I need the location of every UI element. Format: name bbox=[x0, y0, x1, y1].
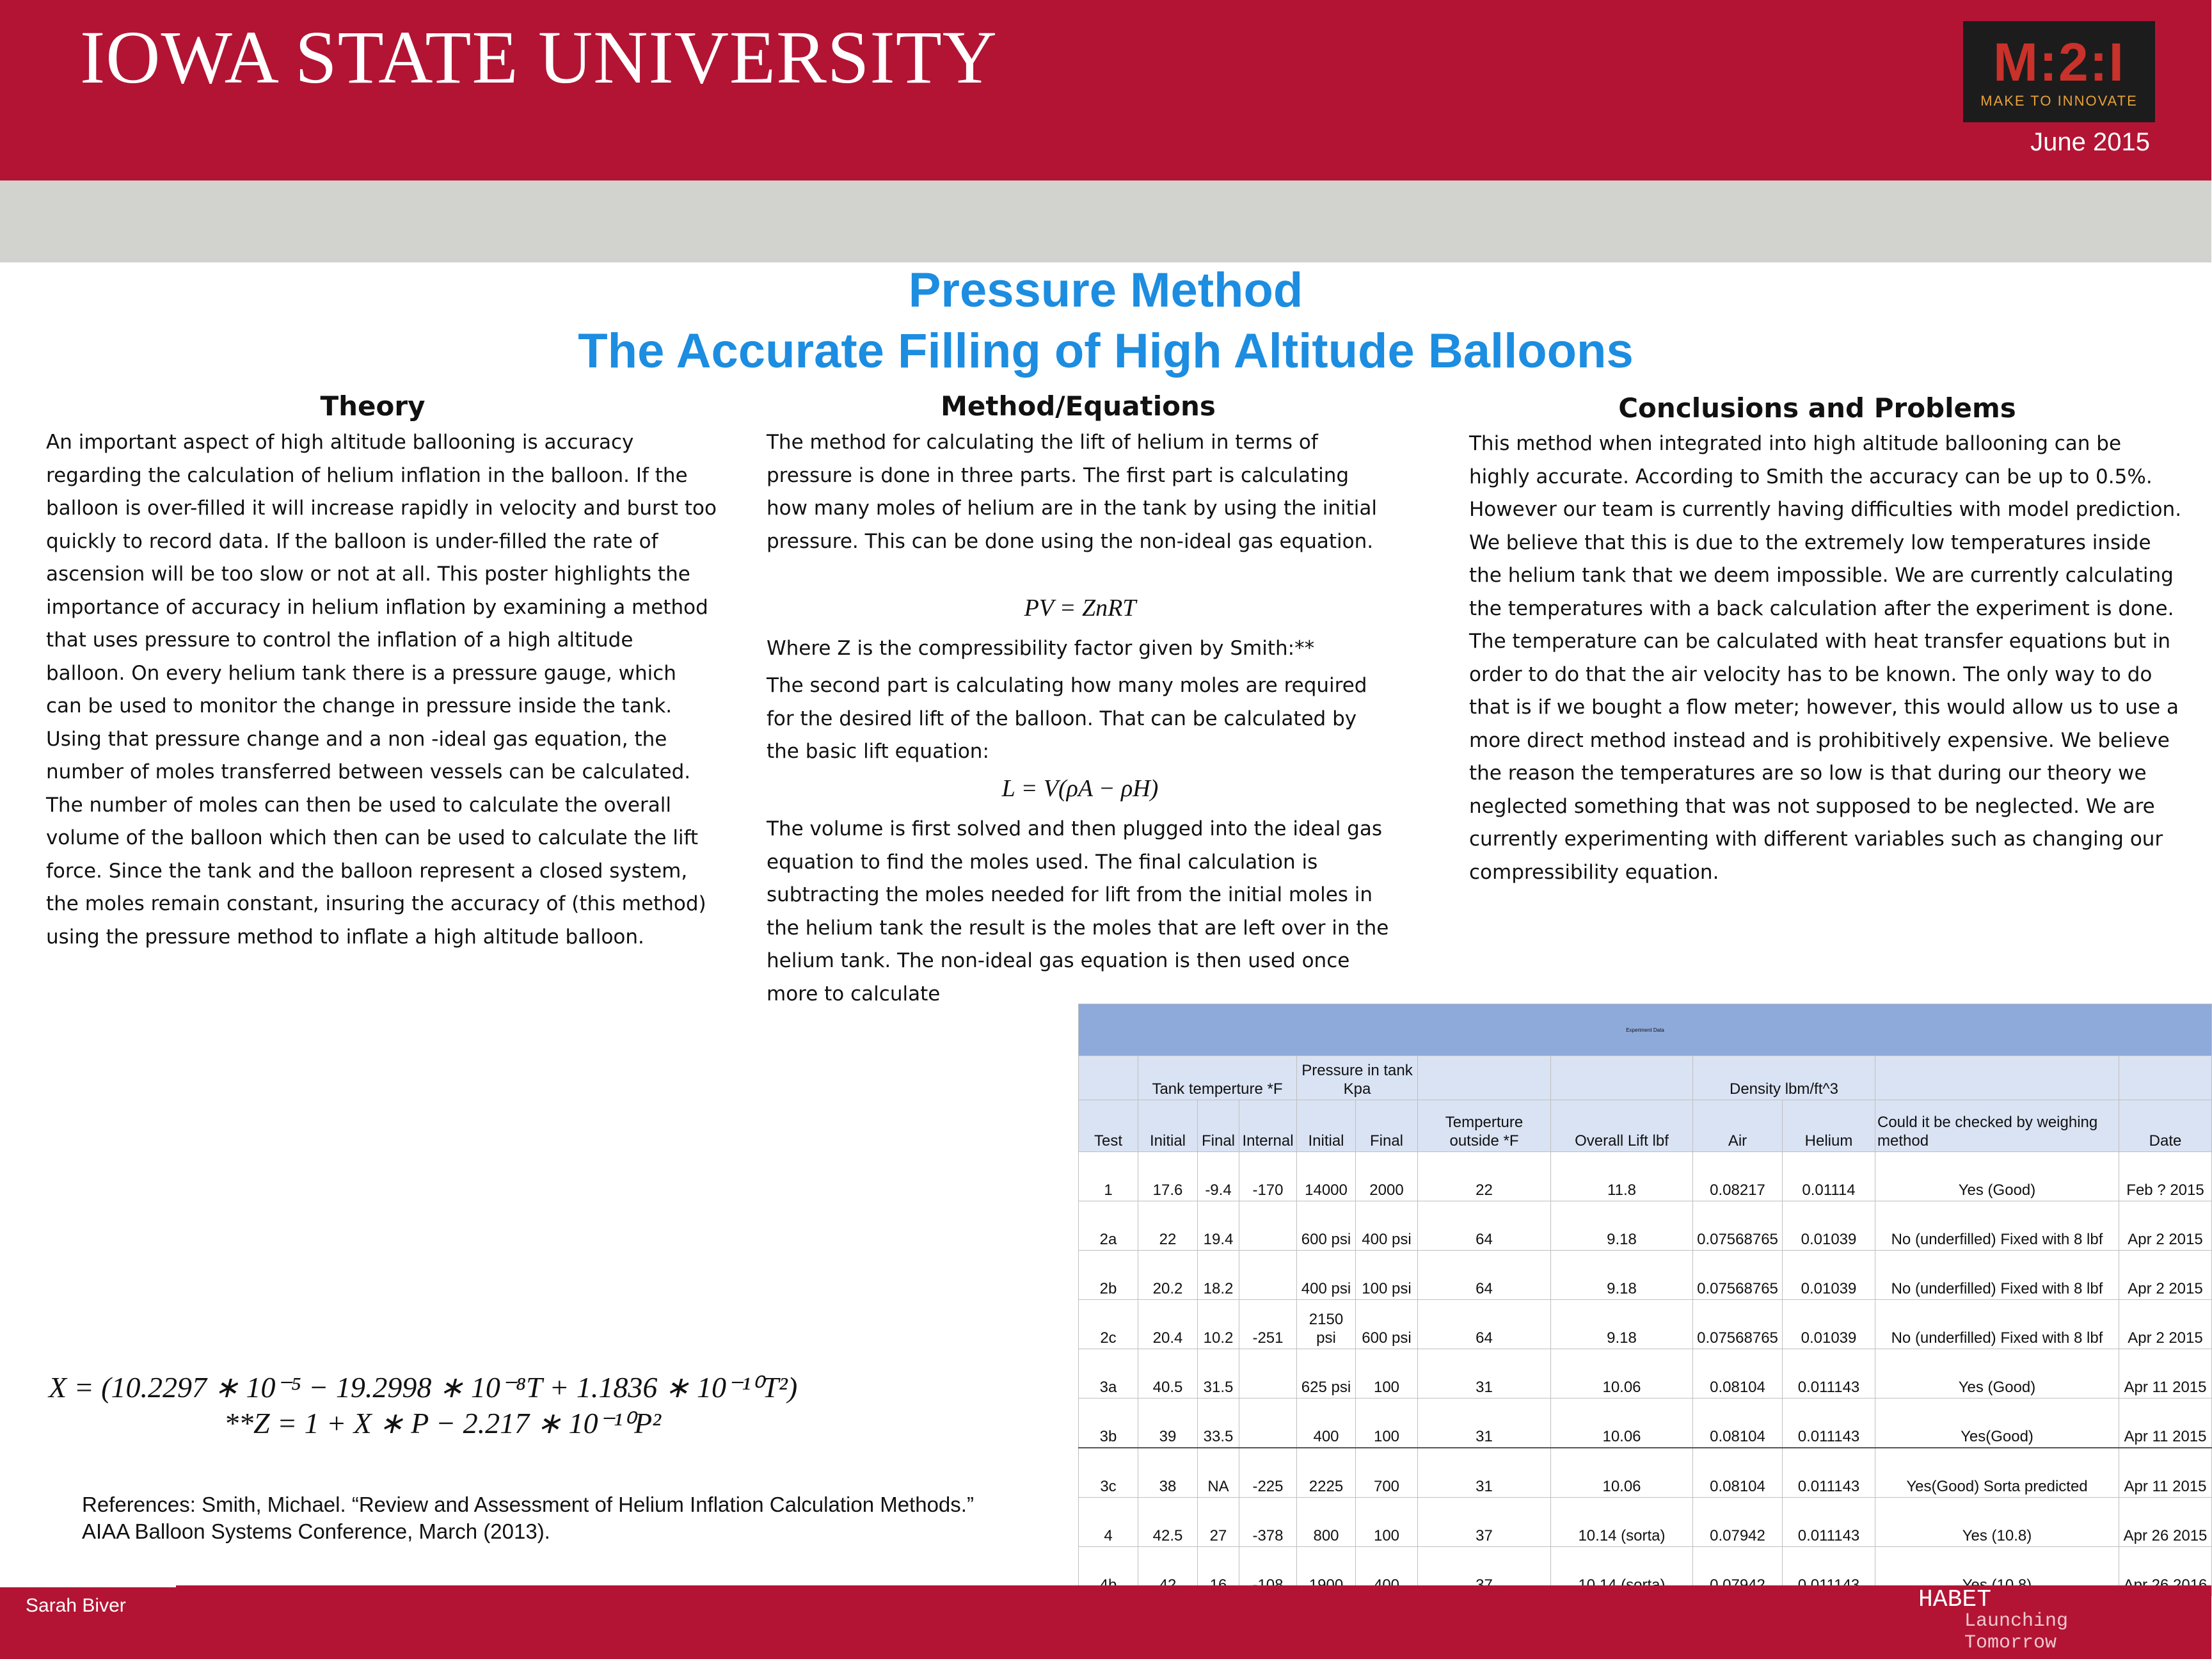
cell-weighing-check: No (underfilled) Fixed with 8 lbf bbox=[1875, 1251, 2119, 1300]
tagline-line-2: Tomorrow bbox=[1964, 1632, 2057, 1654]
method-paragraph-3: The second part is calculating how many moles are required for the desired lift of the balloon. That can be calculated by the basic lift equation: bbox=[767, 674, 1367, 763]
table-caption: Experiment Data bbox=[1079, 1004, 2212, 1056]
cell-temp-final: 27 bbox=[1198, 1498, 1239, 1547]
cell-temp-final: 19.4 bbox=[1198, 1201, 1239, 1251]
cell-pressure-initial: 625 psi bbox=[1297, 1349, 1356, 1399]
cell-air-density: 0.08217 bbox=[1693, 1152, 1783, 1201]
cell-date: Apr 11 2015 bbox=[2119, 1448, 2212, 1498]
cell-test: 3b bbox=[1079, 1399, 1138, 1448]
cell-temp-initial: 17.6 bbox=[1138, 1152, 1198, 1201]
lift-equation: L = V(ρA − ρH) bbox=[1001, 775, 1159, 802]
column-header-temp-internal: Internal bbox=[1239, 1100, 1297, 1152]
university-name: IOWA STATE UNIVERSITY bbox=[80, 15, 998, 99]
cell-helium-density: 0.011143 bbox=[1783, 1399, 1875, 1448]
cell-outside-temp: 31 bbox=[1418, 1448, 1551, 1498]
cell-temp-initial: 39 bbox=[1138, 1399, 1198, 1448]
cell-pressure-initial: 600 psi bbox=[1297, 1201, 1356, 1251]
reference-line-2: AIAA Balloon Systems Conference, March (2013). bbox=[82, 1519, 550, 1543]
cell-temp-initial: 22 bbox=[1138, 1201, 1198, 1251]
m2i-logo bbox=[1963, 21, 2155, 122]
cell-air-density: 0.08104 bbox=[1693, 1448, 1783, 1498]
column-header-temp-final: Final bbox=[1198, 1100, 1239, 1152]
cell-test: 3a bbox=[1079, 1349, 1138, 1399]
table-row bbox=[1079, 1498, 2212, 1547]
logo-mark: M:2:I bbox=[1993, 32, 2125, 92]
cell-overall-lift: 9.18 bbox=[1551, 1201, 1693, 1251]
table-row bbox=[1079, 1448, 2212, 1498]
habet-tagline bbox=[1964, 1610, 2068, 1654]
cell-date: Feb ? 2015 bbox=[2119, 1152, 2212, 1201]
cell-temp-final: -9.4 bbox=[1198, 1152, 1239, 1201]
cell-weighing-check: Yes (Good) bbox=[1875, 1349, 2119, 1399]
z-compressibility-equation: **Z = 1 + X ∗ P − 2.217 ∗ 10⁻¹⁰P² bbox=[224, 1407, 662, 1439]
author-name: Sarah Biver bbox=[26, 1595, 126, 1616]
cell-outside-temp: 64 bbox=[1418, 1251, 1551, 1300]
cell-temp-internal bbox=[1239, 1201, 1297, 1251]
cell-weighing-check: Yes(Good) Sorta predicted bbox=[1875, 1448, 2119, 1498]
column-header-air-density: Air bbox=[1693, 1100, 1783, 1152]
table-body bbox=[1079, 1152, 2212, 1596]
cell-pressure-final: 100 bbox=[1356, 1399, 1418, 1448]
cell-date: Apr 2 2015 bbox=[2119, 1300, 2212, 1349]
cell-helium-density: 0.01114 bbox=[1783, 1152, 1875, 1201]
cell-test: 2b bbox=[1079, 1251, 1138, 1300]
tank-temperature-group-header: Tank temperture *F bbox=[1138, 1056, 1297, 1100]
cell-pressure-final: 700 bbox=[1356, 1448, 1418, 1498]
ideal-gas-equation: PV = ZnRT bbox=[1024, 595, 1136, 621]
cell-weighing-check: Yes(Good) bbox=[1875, 1399, 2119, 1448]
footer-accent-line bbox=[0, 1585, 176, 1587]
cell-overall-lift: 10.06 bbox=[1551, 1399, 1693, 1448]
cell-date: Apr 11 2015 bbox=[2119, 1349, 2212, 1399]
cell-temp-initial: 20.2 bbox=[1138, 1251, 1198, 1300]
cell-temp-initial: 20.4 bbox=[1138, 1300, 1198, 1349]
cell-outside-temp: 22 bbox=[1418, 1152, 1551, 1201]
cell-outside-temp: 31 bbox=[1418, 1399, 1551, 1448]
footer-banner bbox=[0, 1585, 2211, 1659]
cell-pressure-initial: 400 psi bbox=[1297, 1251, 1356, 1300]
method-paragraph-2: Where Z is the compressibility factor given by Smith:** bbox=[767, 637, 1315, 660]
experiment-data-table-container bbox=[1078, 1004, 2211, 1581]
cell-overall-lift: 9.18 bbox=[1551, 1251, 1693, 1300]
cell-overall-lift: 9.18 bbox=[1551, 1300, 1693, 1349]
cell-temp-final: 31.5 bbox=[1198, 1349, 1239, 1399]
column-header-helium-density: Helium bbox=[1783, 1100, 1875, 1152]
table-row bbox=[1079, 1399, 2212, 1448]
header-banner bbox=[0, 0, 2211, 180]
cell-weighing-check: No (underfilled) Fixed with 8 lbf bbox=[1875, 1201, 2119, 1251]
logo-tagline: MAKE TO INNOVATE bbox=[1980, 93, 2138, 109]
method-paragraph-4: The volume is first solved and then plugged into the ideal gas equation to find the moles used. The final calculation is subtracting the moles needed for lift from the initial moles in the helium tank the result is the moles that are left over in the helium tank. The non-ideal gas equation is then used once more to calculate bbox=[767, 817, 1389, 1006]
cell-air-density: 0.07942 bbox=[1693, 1498, 1783, 1547]
cell-test: 1 bbox=[1079, 1152, 1138, 1201]
cell-pressure-initial: 2150 psi bbox=[1297, 1300, 1356, 1349]
cell-temp-internal bbox=[1239, 1251, 1297, 1300]
conclusions-text: This method when integrated into high altitude ballooning can be highly accurate. According to Smith the accuracy can be up to 0.5%. However our team is currently having difficulties with model prediction. We believe that this is due to the extremely low temperatures inside the helium tank that we deem impossible. We are currently calculating the temperatures with a back calculation after the experiment is done. The temperature can be calculated with heat transfer equations but in order to do that the air velocity has to be known. The only way to do that is if we bought a flow meter; however, this would allow us to use a more direct method instead and is prohibitively expensive. We believe the reason the temperatures are so low is that during our theory we neglected something that was not supposed to be neglected. We are currently experimenting with different variables such as changing our compressibility equation. bbox=[1469, 432, 2182, 884]
table-row bbox=[1079, 1152, 2212, 1201]
experiment-data-table bbox=[1078, 1004, 2212, 1596]
cell-helium-density: 0.011143 bbox=[1783, 1448, 1875, 1498]
table-row bbox=[1079, 1349, 2212, 1399]
cell-helium-density: 0.01039 bbox=[1783, 1300, 1875, 1349]
cell-overall-lift: 10.14 (sorta) bbox=[1551, 1498, 1693, 1547]
conclusions-heading: Conclusions and Problems bbox=[1618, 392, 2016, 424]
x-coefficient-equation: X = (10.2297 ∗ 10⁻⁵ − 19.2998 ∗ 10⁻⁸T + 1.1836 ∗ 10⁻¹⁰T²) bbox=[49, 1371, 798, 1404]
method-heading: Method/Equations bbox=[941, 390, 1216, 422]
cell-air-density: 0.08104 bbox=[1693, 1349, 1783, 1399]
method-paragraph-1: The method for calculating the lift of helium in terms of pressure is done in three parts. The first part is calculating how many moles of helium are in the tank by using the initial pressure. This can be done using the non-ideal gas equation. bbox=[767, 431, 1377, 553]
cell-outside-temp: 31 bbox=[1418, 1349, 1551, 1399]
cell-temp-internal: -225 bbox=[1239, 1448, 1297, 1498]
cell-helium-density: 0.01039 bbox=[1783, 1251, 1875, 1300]
cell-test: 2c bbox=[1079, 1300, 1138, 1349]
cell-overall-lift: 11.8 bbox=[1551, 1152, 1693, 1201]
cell-pressure-initial: 14000 bbox=[1297, 1152, 1356, 1201]
cell-overall-lift: 10.06 bbox=[1551, 1349, 1693, 1399]
density-group-header: Density lbm/ft^3 bbox=[1693, 1056, 1875, 1100]
cell-temp-internal: -251 bbox=[1239, 1300, 1297, 1349]
references bbox=[82, 1491, 974, 1545]
cell-temp-final: NA bbox=[1198, 1448, 1239, 1498]
poster-subtitle: The Accurate Filling of High Altitude Balloons bbox=[578, 324, 1634, 378]
column-header-test: Test bbox=[1079, 1100, 1138, 1152]
cell-temp-initial: 40.5 bbox=[1138, 1349, 1198, 1399]
cell-air-density: 0.07568765 bbox=[1693, 1251, 1783, 1300]
cell-weighing-check: No (underfilled) Fixed with 8 lbf bbox=[1875, 1300, 2119, 1349]
cell-temp-internal bbox=[1239, 1399, 1297, 1448]
poster-date: June 2015 bbox=[2030, 128, 2150, 156]
cell-temp-internal: -378 bbox=[1239, 1498, 1297, 1547]
column-header-temp-initial: Initial bbox=[1138, 1100, 1198, 1152]
cell-test: 2a bbox=[1079, 1201, 1138, 1251]
poster-title: Pressure Method bbox=[908, 263, 1303, 317]
table-row bbox=[1079, 1300, 2212, 1349]
cell-weighing-check: Yes (Good) bbox=[1875, 1152, 2119, 1201]
column-header-pressure-final: Final bbox=[1356, 1100, 1418, 1152]
cell-date: Apr 2 2015 bbox=[2119, 1251, 2212, 1300]
cell-temp-initial: 42.5 bbox=[1138, 1498, 1198, 1547]
cell-pressure-initial: 2225 bbox=[1297, 1448, 1356, 1498]
gray-divider-band bbox=[0, 180, 2211, 262]
cell-pressure-initial: 800 bbox=[1297, 1498, 1356, 1547]
theory-heading: Theory bbox=[320, 390, 426, 422]
column-header-outside-temp: Temperture outside *F bbox=[1418, 1100, 1551, 1152]
cell-overall-lift: 10.06 bbox=[1551, 1448, 1693, 1498]
cell-temp-final: 10.2 bbox=[1198, 1300, 1239, 1349]
column-header-overall-lift: Overall Lift lbf bbox=[1551, 1100, 1693, 1152]
cell-pressure-final: 100 bbox=[1356, 1498, 1418, 1547]
table-row bbox=[1079, 1201, 2212, 1251]
cell-air-density: 0.08104 bbox=[1693, 1399, 1783, 1448]
cell-pressure-final: 2000 bbox=[1356, 1152, 1418, 1201]
habet-label: HABET bbox=[1918, 1586, 1992, 1614]
cell-date: Apr 2 2015 bbox=[2119, 1201, 2212, 1251]
reference-line-1: References: Smith, Michael. “Review and Assessment of Helium Inflation Calculation Methods.” bbox=[82, 1493, 974, 1516]
cell-outside-temp: 64 bbox=[1418, 1201, 1551, 1251]
cell-pressure-final: 400 psi bbox=[1356, 1201, 1418, 1251]
pressure-group-header: Pressure in tank Kpa bbox=[1297, 1056, 1418, 1100]
cell-test: 4 bbox=[1079, 1498, 1138, 1547]
theory-text: An important aspect of high altitude ballooning is accuracy regarding the calculation of helium inflation in the balloon. If the balloon is over-filled it will increase rapidly in velocity and burst too quickly to record data. If the balloon is under-filled the rate of ascension will be too slow or not at all. This poster highlights the importance of accuracy in helium inflation by examining a method that uses pressure to control the inflation of a high altitude balloon. On every helium tank there is a pressure gauge, which can be used to monitor the change in pressure inside the tank. Using that pressure change and a non -ideal gas equation, the number of moles transferred between vessels can be calculated. The number of moles can then be used to calculate the overall volume of the balloon which then can be used to calculate the lift force. Since the tank and the balloon represent a closed system, the moles remain constant, insuring the accuracy of (this method) using the pressure method to inflate a high altitude balloon. bbox=[46, 431, 717, 949]
cell-test: 3c bbox=[1079, 1448, 1138, 1498]
cell-pressure-initial: 400 bbox=[1297, 1399, 1356, 1448]
column-header-date: Date bbox=[2119, 1100, 2212, 1152]
cell-outside-temp: 37 bbox=[1418, 1498, 1551, 1547]
cell-pressure-final: 100 psi bbox=[1356, 1251, 1418, 1300]
cell-pressure-final: 100 bbox=[1356, 1349, 1418, 1399]
cell-helium-density: 0.011143 bbox=[1783, 1349, 1875, 1399]
cell-temp-internal: -170 bbox=[1239, 1152, 1297, 1201]
table-row bbox=[1079, 1251, 2212, 1300]
cell-date: Apr 11 2015 bbox=[2119, 1399, 2212, 1448]
cell-date: Apr 26 2015 bbox=[2119, 1498, 2212, 1547]
cell-temp-internal bbox=[1239, 1349, 1297, 1399]
cell-air-density: 0.07568765 bbox=[1693, 1201, 1783, 1251]
cell-temp-initial: 38 bbox=[1138, 1448, 1198, 1498]
cell-pressure-final: 600 psi bbox=[1356, 1300, 1418, 1349]
column-header-pressure-initial: Initial bbox=[1297, 1100, 1356, 1152]
cell-temp-final: 33.5 bbox=[1198, 1399, 1239, 1448]
cell-outside-temp: 64 bbox=[1418, 1300, 1551, 1349]
tagline-line-1: Launching bbox=[1964, 1610, 2069, 1632]
cell-temp-final: 18.2 bbox=[1198, 1251, 1239, 1300]
cell-weighing-check: Yes (10.8) bbox=[1875, 1498, 2119, 1547]
cell-helium-density: 0.01039 bbox=[1783, 1201, 1875, 1251]
cell-helium-density: 0.011143 bbox=[1783, 1498, 1875, 1547]
cell-air-density: 0.07568765 bbox=[1693, 1300, 1783, 1349]
column-header-weighing-check: Could it be checked by weighing method bbox=[1875, 1100, 2119, 1152]
